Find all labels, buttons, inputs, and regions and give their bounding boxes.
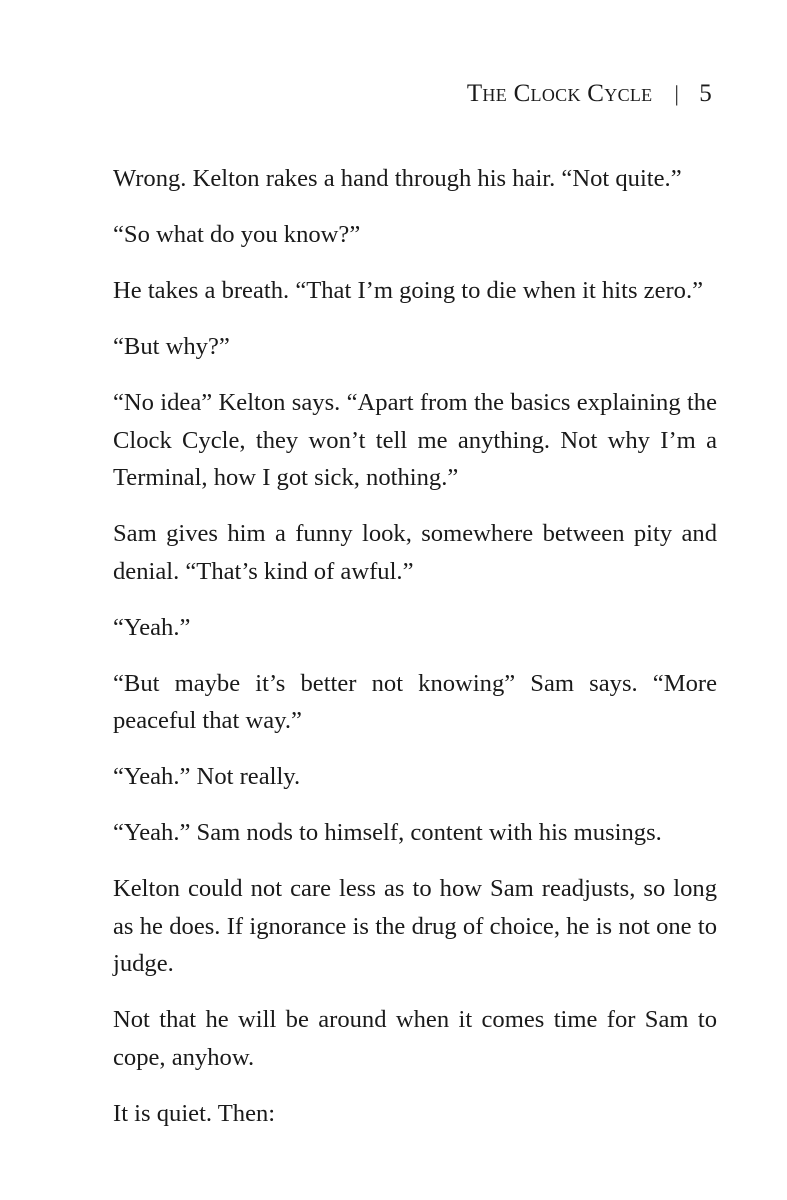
paragraph: Sam gives him a funny look, somewhere between pity and denial. “That’s kind of awful.” <box>113 520 717 585</box>
book-title: The Clock Cycle <box>466 80 653 107</box>
paragraph: “So what do you know?” <box>113 221 361 248</box>
body-text <box>113 160 717 1151</box>
paragraph: Kelton could not care less as to how Sam readjusts, so long as he does. If ignorance is the drug of choice, he is not one to judge. <box>113 875 717 977</box>
paragraph: He takes a breath. “That I’m going to die when it hits zero.” <box>113 277 704 304</box>
paragraph: “Yeah.” Sam nods to himself, content with his musings. <box>113 819 662 846</box>
paragraph: “Yeah.” <box>113 613 191 641</box>
page-number: 5 <box>699 80 712 107</box>
paragraph: “But maybe it’s better not knowing” Sam says. “More peaceful that way.” <box>113 669 717 734</box>
paragraph: It is quiet. Then: <box>113 1099 276 1127</box>
running-header <box>467 80 712 108</box>
paragraph: Not that he will be around when it comes time for Sam to cope, anyhow. <box>113 1006 717 1071</box>
header-separator: | <box>674 81 680 106</box>
paragraph: “But why?” <box>113 333 230 360</box>
paragraph: “Yeah.” Not really. <box>113 763 301 790</box>
paragraph: “No idea” Kelton says. “Apart from the basics explaining the Clock Cycle, they won’t tell me anything. Not why I’m a Terminal, how I got sick, nothing.” <box>113 389 717 491</box>
paragraph: Wrong. Kelton rakes a hand through his hair. “Not quite.” <box>113 165 682 192</box>
